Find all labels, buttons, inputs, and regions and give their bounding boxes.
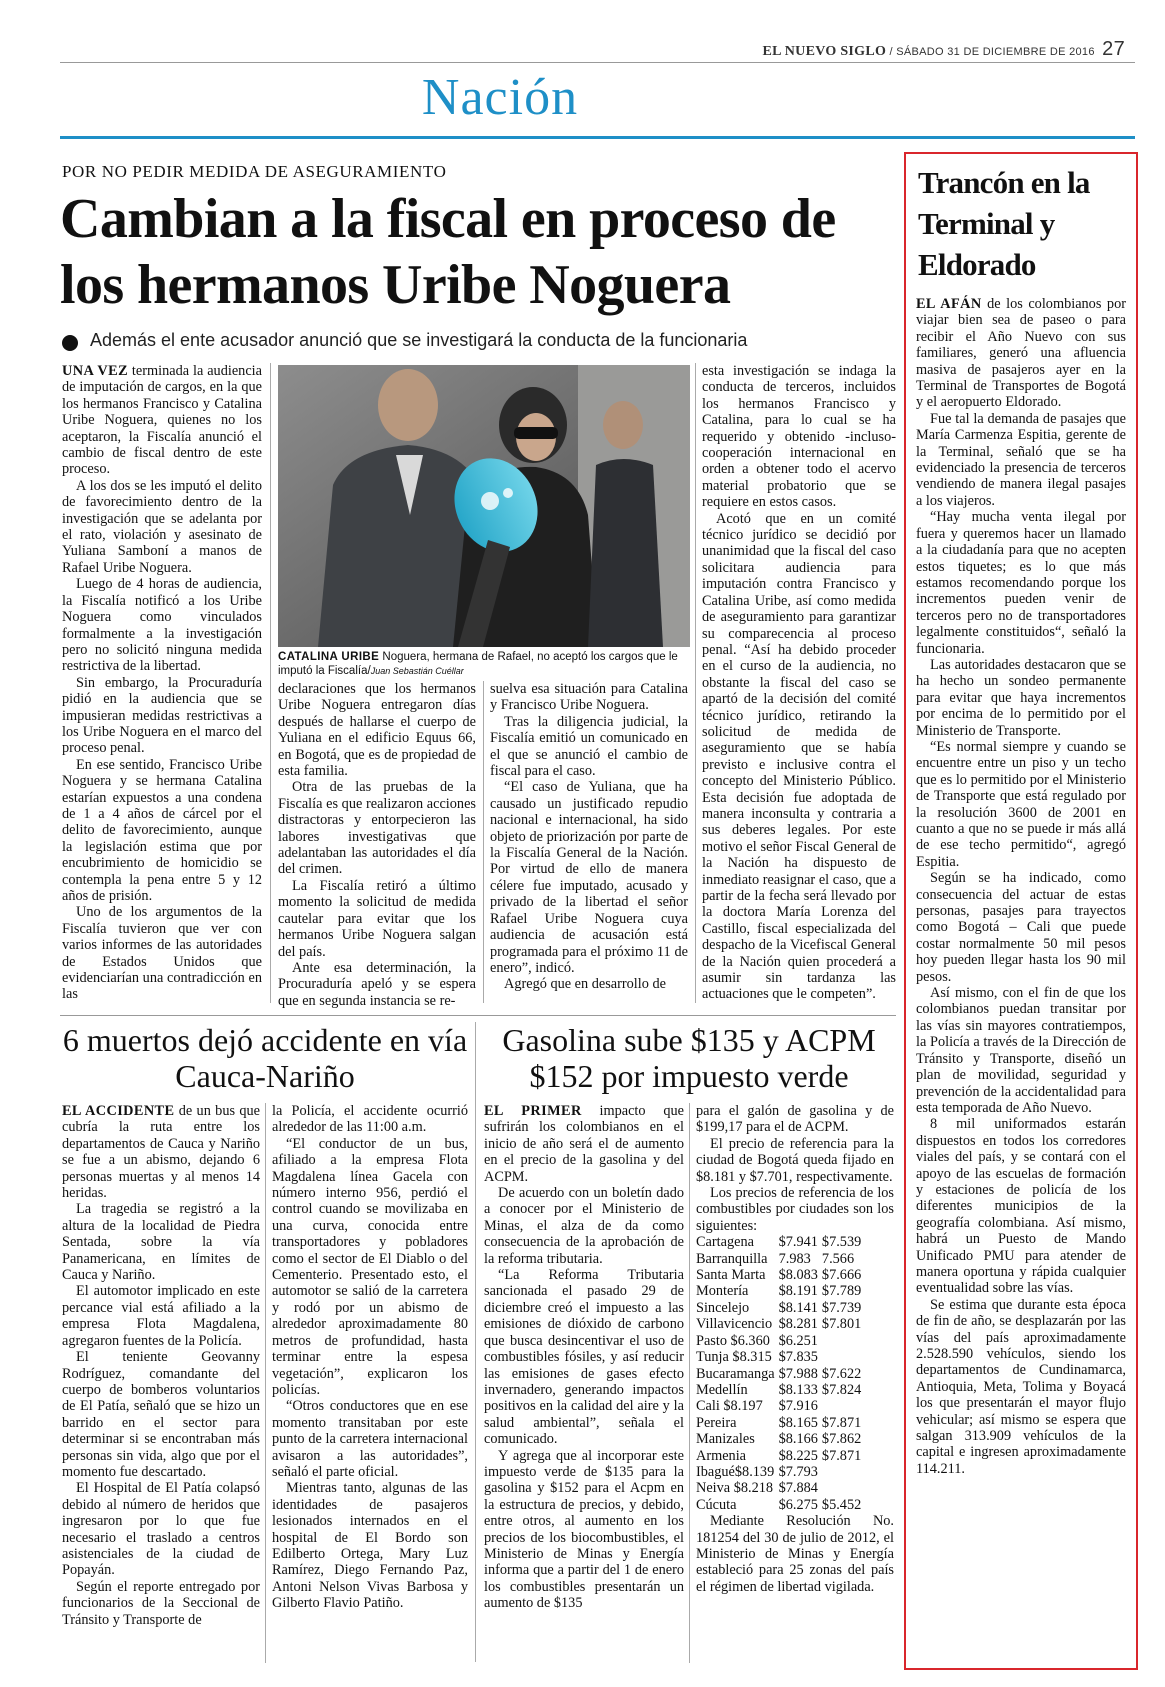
price-gasoline: $6.251 xyxy=(778,1332,818,1349)
gasoline-headline: Gasolina sube $135 y ACPM $152 por impuesto verde xyxy=(502,1022,876,1094)
price-acpm: $7.871 xyxy=(821,1447,862,1464)
main-paragraph: “El caso de Yuliana, que ha causado un justificado repudio nacional e internacional, ha sido objeto de priorización por parte de la Fiscalía General de la Nación. Por virtud de ello de manera célere fue imputado, acusado y privado de la libertad el señor Rafael Uribe Noguera cuya audiencia de acusación está programada para el próximo 11 de enero”, indicó. xyxy=(490,779,688,976)
main-paragraph: Ante esa determinación, la Procuraduría apeló y se espera que en segunda instancia se re- xyxy=(278,959,476,1009)
price-row xyxy=(696,1349,865,1365)
gasoline-paragraph: Mediante Resolución No. 181254 del 30 de julio de 2012, el Ministerio de Minas y Energía estableció para 25 zonas del país el régimen de libertad vigilada. xyxy=(696,1513,894,1595)
price-gasoline: $8.225 xyxy=(778,1447,818,1464)
price-city: Armenia xyxy=(696,1447,747,1464)
gasoline-lead: EL PRIMER xyxy=(484,1103,582,1119)
main-paragraph: Acotó que en un comité técnico jurídico se decidió por unanimidad que la fiscal del caso solicitara audiencia para imputación contra Francisco y Catalina Uribe, así como medida de aseguramiento para garantizar su comparecencia al proceso penal. “Así ha debido proceder en el curso de la audiencia, no obstante la fiscal del caso se apartó de la decisión del comité técnico jurídico, retirando la solicitud de medida de aseguramiento que se había previsto e inclusive contra el concepto del Ministerio Público. Esta decisión fue adoptada de manera inconsulta y contraria a sus deberes legales. Por este motivo el señor Fiscal General de la Nación ha dispuesto de inmediato reasignar el caso, que a partir de la fecha será llevado por la doctora María Lorenza del Castillo, fiscal especializada del despacho de la Vicefiscal General de la Nación quien procederá a asumir sin tardanza las actuaciones que le competen”. xyxy=(702,510,896,1003)
price-gasoline: $8.281 xyxy=(778,1316,818,1333)
main-paragraph: Tras la diligencia judicial, la Fiscalía emitió un comunicado en el que se anunció el cambio de fiscal para el caso. xyxy=(490,713,688,780)
photo-caption xyxy=(278,650,690,678)
accident-lead: EL ACCIDENTE xyxy=(62,1103,175,1119)
price-row xyxy=(696,1300,865,1316)
price-gasoline: $7.884 xyxy=(778,1480,818,1497)
main-paragraph: La Fiscalía retiró a último momento la solicitud de medida cautelar para evitar que los hermanos Uribe Noguera salgan del país. xyxy=(278,877,476,960)
photo-illustration xyxy=(278,365,690,647)
price-row xyxy=(696,1448,865,1464)
column-rule xyxy=(265,1103,266,1663)
gasoline-paragraph: El precio de referencia para la ciudad de Bogotá queda fijado en $8.181 y $7.701, respectivamente. xyxy=(696,1135,894,1185)
accident-paragraph: la Policía, el accidente ocurrió alrededor de las 11:00 a.m. xyxy=(272,1103,468,1136)
main-kicker: POR NO PEDIR MEDIDA DE ASEGURAMIENTO xyxy=(62,162,447,181)
main-paragraph: declaraciones que los hermanos Uribe Noguera entregaron días después de hallarse el cuerpo de Yuliana en el edificio Equus 66, en Bogotá, que es de propiedad de esta familia. xyxy=(278,681,476,780)
page-folio xyxy=(762,38,1125,61)
price-row xyxy=(696,1251,865,1267)
price-gasoline: $8.165 xyxy=(778,1414,818,1431)
main-paragraph: Agregó que en desarrollo de xyxy=(504,976,666,993)
accident-paragraph: El teniente Geovanny Rodríguez, comandante del cuerpo de bomberos voluntarios de El Patía, señaló que se hizo un barrido en el sector para determinar si se encontraban más personas sin vida, algo que por el momento fue descartado. xyxy=(62,1349,260,1480)
price-row xyxy=(696,1480,865,1496)
price-city: Manizales xyxy=(696,1431,755,1448)
main-summary: Además el ente acusador anunció que se investigará la conducta de la funcionaria xyxy=(90,330,748,350)
accident-paragraph: El automotor implicado en este percance vial está afiliado a la empresa Flota Magdalena, agregaron fuentes de la Policía. xyxy=(62,1283,260,1349)
section-divider xyxy=(60,1015,896,1016)
price-gasoline: $7.916 xyxy=(778,1398,818,1415)
gasoline-paragraph: Los precios de referencia de los combustibles por ciudades son los siguientes: xyxy=(696,1185,894,1234)
price-gasoline: $7.793 xyxy=(778,1463,818,1480)
top-rule xyxy=(60,62,1135,63)
price-row xyxy=(696,1464,865,1480)
main-paragraph: En ese sentido, Francisco Uribe Noguera y se hermana Catalina estarían expuestos a una condena de 1 a 4 años de cárcel por el delito de favorecimiento, aunque la legislación estima que por encubrimiento de homicidio se contempla la pena entre 5 y 12 años de prisión. xyxy=(62,756,262,904)
gasoline-paragraph: De acuerdo con un boletín dado a conocer por el Ministerio de Minas, el alza de da como consecuencia de la aprobación de la reforma tributaria. xyxy=(484,1185,684,1267)
main-paragraph: terminada la audiencia de imputación de cargos, en la que los hermanos Francisco y Catalina Uribe Noguera, quienes no los aceptaron, la Fiscalía anunció el cambio de fiscal dentro de este proceso. xyxy=(62,363,262,478)
price-city: Santa Marta xyxy=(696,1267,766,1284)
price-gasoline: $7.835 xyxy=(778,1349,818,1366)
price-gasoline: $8.166 xyxy=(778,1431,818,1448)
price-row xyxy=(696,1415,865,1431)
main-paragraph: A los dos se les imputó el delito de favorecimiento dentro de la investigación que se adelanta por el rato, violación y asesinato de Yuliana Samboní a manos de Rafael Uribe Noguera. xyxy=(62,477,262,576)
price-row xyxy=(696,1316,865,1332)
price-gasoline: $8.141 xyxy=(778,1299,818,1316)
sidebar-paragraph: de los colombianos por viajar bien sea de paseo o para recibir el Año Nuevo con sus familiares, generó una afluencia masiva de pasajeros ayer en la Terminal de Transportes de Bogotá y el aeropuerto Eldorado. xyxy=(916,296,1126,411)
price-gasoline: $8.083 xyxy=(778,1267,818,1284)
price-row xyxy=(696,1234,865,1250)
main-paragraph: Sin embargo, la Procuraduría pidió en la audiencia que se impusieran medidas restrictivas a los Uribe Noguera en el marco del proceso penal. xyxy=(62,674,262,757)
price-acpm xyxy=(822,1349,865,1365)
accident-paragraph: de un bus que cubría la ruta entre los departamentos de Cauca y Nariño se fue a un abismo, dejando 6 personas muertas y al menos 14 heridas. xyxy=(62,1103,261,1202)
price-row xyxy=(696,1366,865,1382)
sidebar-paragraph: “Es normal siempre y cuando se encuentre entre un piso y un techo que es lo permitido por el Ministerio de Transporte que está regulado por la resolución 3600 de 2001 en cuanto a que no se puede ir más allá de ese techo permitido“, agregó Espitia. xyxy=(916,738,1126,870)
main-paragraph: suelva esa situación para Catalina y Francisco Uribe Noguera. xyxy=(490,681,688,714)
accident-paragraph: La tragedia se registró a la altura de la localidad de Piedra Sentada, sobre la vía Panamericana, en límites de Cauca y Nariño. xyxy=(62,1201,260,1284)
price-city: Barranquilla xyxy=(696,1250,768,1267)
price-row xyxy=(696,1497,865,1513)
price-acpm: $7.739 xyxy=(821,1299,862,1316)
accident-headline: 6 muertos dejó accidente en vía Cauca-Nariño xyxy=(62,1022,468,1094)
caption-lead: CATALINA URIBE xyxy=(278,651,380,663)
price-row xyxy=(696,1267,865,1283)
accident-column-1 xyxy=(62,1103,260,1628)
sidebar-lead: EL AFÁN xyxy=(916,296,982,312)
accident-paragraph: Según el reporte entregado por funcionarios de la Seccional de Tránsito y Transporte de xyxy=(62,1578,260,1628)
gasoline-paragraph: impacto que sufrirán los colombianos en el inicio de año será el de aumento en el precio de la gasolina y del ACPM. xyxy=(484,1103,684,1185)
bullet-icon xyxy=(62,335,78,351)
fuel-price-table xyxy=(696,1234,865,1513)
story-divider xyxy=(475,1022,476,1662)
price-acpm: 7.566 xyxy=(821,1250,855,1267)
gasoline-paragraph: “La Reforma Tributaria sancionada el pasado 29 de diciembre creó el impuesto a las emisiones de dióxido de carbono que busca desincentivar el uso de combustibles fósiles, y así reducir las emisiones de gases efecto invernadero, generando impactos positivos en la calidad del aire y la salud ambiental”, señala el comunicado. xyxy=(484,1267,684,1448)
price-city: Ibagué$8.139 xyxy=(696,1463,775,1480)
gasoline-paragraph: Y agrega que al incorporar este impuesto verde de $135 para la gasolina y $152 para el Acpm en la estructura de precios, y debido, entre otros, al aumento en los precios de los biocombustibles, el Ministerio de Minas y Energía informa que a partir del 1 de enero los combustibles presentarán un aumento de $135 xyxy=(484,1447,684,1612)
price-row xyxy=(696,1398,865,1414)
price-acpm xyxy=(822,1398,865,1414)
price-acpm: $7.789 xyxy=(821,1283,862,1300)
sidebar-paragraph: Así mismo, con el fin de que los colombianos puedan transitar por las vías sin mayores contratiempos, la Policía a través de la Dirección de Tránsito y Transporte, diseñó un plan de movilidad, seguridad y prevención de la accidentalidad para esta temporada de Año Nuevo. xyxy=(916,985,1126,1116)
price-gasoline: $6.275 xyxy=(778,1496,818,1513)
sidebar-paragraph: “Hay mucha venta ilegal por fuera y queremos hacer un llamado a la ciudadanía para que no acepten estos tiquetes; es lo que más estamos recomendando porque los incrementos pueden venir de terceros pero no de transportadores legalmente constituidos“, señaló la funcionaria. xyxy=(916,509,1126,657)
accident-column-2 xyxy=(272,1103,468,1612)
accident-paragraph: Mientras tanto, algunas de las identidades de pasajeros lesionados internados en el hospital de El Bordo son Edilberto Ortega, Mary Luz Ramírez, Diego Fernando Paz, Antoni Nelson Vivas Barbosa y Gilberto Flavio Patiño. xyxy=(272,1480,468,1612)
price-row xyxy=(696,1333,865,1349)
sidebar-headline: Trancón en la Terminal y Eldorado xyxy=(918,165,1090,282)
issue-date: / SÁBADO 31 DE DICIEMBRE DE 2016 xyxy=(889,46,1095,58)
price-row xyxy=(696,1382,865,1398)
sidebar-paragraph: Se estima que durante esta época de fin de año, se desplazarán por las vías del país aproximadamente 2.528.590 vehículos, siendo los departamentos de Cundinamarca, Antioquia, Meta, Tolima y Boyacá los que presentarán el mayor flujo vehicular; así mismo se espera que salgan 313.909 vehículos de la capital e ingresen aproximadamente 114.211. xyxy=(916,1296,1126,1477)
main-paragraph: esta investigación se indaga la conducta de terceros, incluidos los hermanos Francisco y Catalina, para lo cual se ha requerido y obtenido -incluso- cooperación internacional en orden a obtener todo el acervo material probatorio que se requiere en estos casos. xyxy=(702,363,896,511)
accident-paragraph: El Hospital de El Patía colapsó debido al número de heridos que ingresaron por lo que fue necesario el traslado a centros asistenciales de la ciudad de Popayán. xyxy=(62,1480,260,1579)
price-row xyxy=(696,1283,865,1299)
price-acpm xyxy=(822,1333,865,1349)
main-column-3 xyxy=(490,681,688,993)
main-paragraph: Luego de 4 horas de audiencia, la Fiscalía notificó a los Uribe Noguera como vinculados formalmente a la investigación pero no solicitó ninguna medida restrictiva de la libertad. xyxy=(62,576,262,675)
page-number: 27 xyxy=(1102,38,1125,60)
main-lead: UNA VEZ xyxy=(62,363,129,379)
price-city: Pasto $6.360 xyxy=(696,1332,770,1349)
price-city: Pereira xyxy=(696,1414,737,1431)
price-acpm: $7.622 xyxy=(821,1365,862,1382)
section-rule xyxy=(60,136,1135,139)
price-city: Cali $8.197 xyxy=(696,1398,763,1415)
price-city: Tunja $8.315 xyxy=(696,1349,772,1366)
sidebar-paragraph: Las autoridades destacaron que se ha hecho un sondeo permanente para evitar que haya incrementos por encima de lo permitido por el Ministerio de Transporte. xyxy=(916,656,1126,739)
price-gasoline: $7.988 xyxy=(778,1365,818,1382)
price-city: Bucaramanga xyxy=(696,1365,775,1382)
accident-paragraph: “El conductor de un bus, afiliado a la empresa Flota Magdalena línea Gacela con número interno 956, perdió el control cuando se movilizaba en una curva, conocida entre transportadores y pobladores como el sector de El Diablo o del Cementerio. Presentado esto, el automotor se salió de la carretera y rodó por un abismo de alrededor aproximadamente 80 metros de profundidad, hasta terminar entre la espesa vegetación”, explicaron los policías. xyxy=(272,1135,468,1398)
price-gasoline: $7.941 xyxy=(778,1234,818,1251)
price-row xyxy=(696,1431,865,1447)
price-acpm: $7.539 xyxy=(821,1234,862,1251)
column-rule xyxy=(695,363,696,1003)
sidebar-paragraph: 8 mil uniformados estarán dispuestos en todos los corredores viales del país, y se contará con el apoyo de las escuelas de formación y estaciones de policía de los diferentes municipios de la geografía colombiana. Así mismo, habrá un Puesto de Mando Unificado PMU para atender de manera oportuna y rápida cualquier eventualidad sobre las vías. xyxy=(916,1116,1126,1297)
gasoline-column-2 xyxy=(696,1103,894,1595)
price-city: Cúcuta xyxy=(696,1496,737,1513)
price-city: Medellín xyxy=(696,1381,748,1398)
price-gasoline: $8.191 xyxy=(778,1283,818,1300)
price-acpm: $5.452 xyxy=(821,1496,862,1513)
photo-credit: Juan Sebastián Cuéllar xyxy=(370,666,464,676)
news-photo xyxy=(278,365,690,647)
price-city: Montería xyxy=(696,1283,749,1300)
price-gasoline: 7.983 xyxy=(778,1250,811,1267)
price-gasoline: $8.133 xyxy=(778,1381,818,1398)
price-acpm xyxy=(822,1464,865,1480)
paper-name: EL NUEVO SIGLO xyxy=(762,44,887,59)
main-column-1 xyxy=(62,363,262,1003)
price-acpm: $7.862 xyxy=(821,1431,862,1448)
price-city: Cartagena xyxy=(696,1234,754,1251)
main-column-4 xyxy=(702,363,896,1003)
price-city: Villavicencio xyxy=(696,1316,773,1333)
section-title: Nación xyxy=(421,69,579,126)
gasoline-paragraph: para el galón de gasolina y de $199,17 para el de ACPM. xyxy=(696,1103,894,1136)
column-rule xyxy=(270,363,271,1003)
gasoline-column-1 xyxy=(484,1103,684,1612)
main-headline: Cambian a la fiscal en proceso de los hermanos Uribe Noguera xyxy=(60,188,836,316)
price-acpm: $7.871 xyxy=(821,1414,862,1431)
column-rule xyxy=(689,1103,690,1663)
main-column-2 xyxy=(278,681,476,1009)
price-acpm xyxy=(822,1480,865,1496)
price-acpm: $7.824 xyxy=(821,1381,862,1398)
sidebar-body xyxy=(916,296,1126,1477)
accident-paragraph: “Otros conductores que en ese momento transitaban por este punto de la carretera internacional avisaron a las autoridades”, señaló el parte oficial. xyxy=(272,1398,468,1480)
sidebar-paragraph: Según se ha indicado, como consecuencia del actuar de estas personas, pasajes para trayectos como Bogotá – Cali que puede costar normalmente 50 mil pesos hoy pueden llegar hasta los 90 mil pesos. xyxy=(916,870,1126,985)
main-paragraph: Otra de las pruebas de la Fiscalía es que realizaron acciones distractoras y entorpecieron las labores investigativas que adelantaban las autoridades el día del crimen. xyxy=(278,779,476,878)
column-rule xyxy=(483,681,484,1003)
price-city: Neiva $8.218 xyxy=(696,1480,774,1497)
caption-text: Noguera, hermana de Rafael, no aceptó los cargos que le imputó la Fiscalía/ xyxy=(278,651,678,677)
price-acpm: $7.801 xyxy=(821,1316,862,1333)
price-city: Sincelejo xyxy=(696,1299,750,1316)
sidebar-paragraph: Fue tal la demanda de pasajes que María Carmenza Espitia, gerente de la Terminal, señaló que se ha evidenciado la presencia de terceros vendiendo de manera ilegal pasajes a los viajeros. xyxy=(916,410,1126,509)
main-paragraph: Uno de los argumentos de la Fiscalía tuvieron que ver con varios informes de las autoridades de Estados Unidos que evidenciarían una contradicción en las xyxy=(62,904,262,1003)
price-acpm: $7.666 xyxy=(821,1267,862,1284)
